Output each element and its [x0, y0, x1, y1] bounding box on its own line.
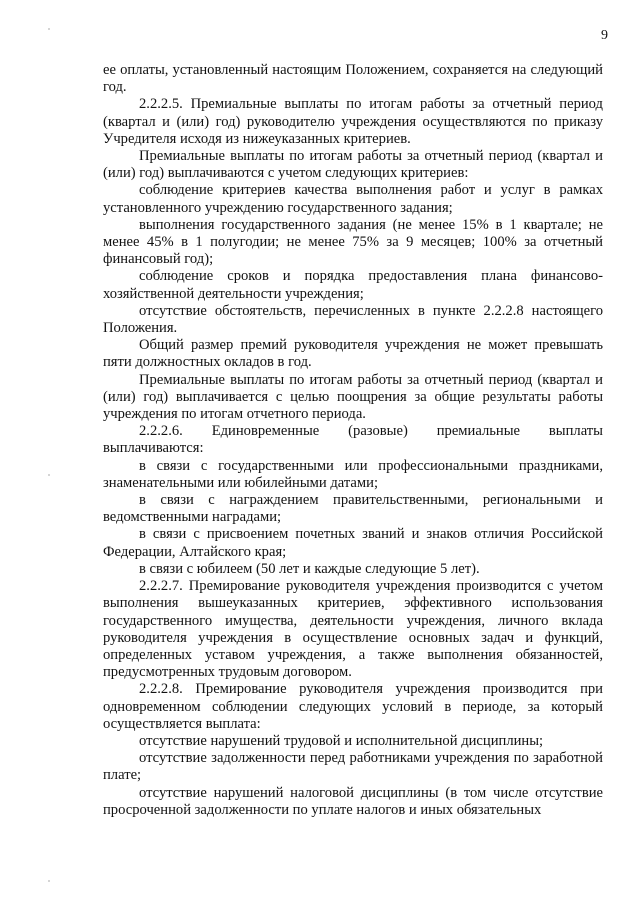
- paragraph: отсутствие нарушений налоговой дисциплины (в том числе отсутствие просроченной задолженности по уплате налогов и иных обязательных: [103, 784, 603, 818]
- paragraph: выполнения государственного задания (не менее 15% в 1 квартале; не менее 45% в 1 полугодии; не менее 75% за 9 месяцев; 100% за отчетный финансовый год);: [103, 216, 603, 268]
- paragraph: соблюдение критериев качества выполнения работ и услуг в рамках установленного учреждению государственного задания;: [103, 182, 603, 216]
- paragraph: 2.2.2.7. Премирование руководителя учреждения производится с учетом выполнения вышеуказанных критериев, эффективного использования государственного имущества, деятельности учреждения, личного вклада руководителя учреждения в осуществление основных задач и функций, определенных уставом учреждения, а также выполнения обязанностей, предусмотренных трудовым договором.: [103, 578, 603, 681]
- paragraph: 2.2.2.8. Премирование руководителя учреждения производится при одновременном соблюдении следующих условий в периоде, за который осуществляется выплата:: [103, 681, 603, 732]
- paragraph: в связи с юбилеем (50 лет и каждые следующие 5 лет).: [139, 560, 480, 577]
- scan-dot: [48, 28, 50, 30]
- scan-dot: [48, 880, 50, 882]
- paragraph: соблюдение сроков и порядка предоставления плана финансово-хозяйственной деятельности учреждения;: [103, 268, 603, 302]
- paragraph: Премиальные выплаты по итогам работы за отчетный период (квартал и (или) год) выплачивается с целью поощрения за общие результаты работы учреждения по итогам отчетного периода.: [103, 371, 603, 423]
- paragraph: в связи с присвоением почетных званий и знаков отличия Российской Федерации, Алтайского края;: [103, 526, 603, 560]
- paragraph: отсутствие нарушений трудовой и исполнительной дисциплины;: [139, 732, 544, 749]
- paragraph: отсутствие обстоятельств, перечисленных в пункте 2.2.2.8 настоящего Положения.: [103, 302, 603, 337]
- paragraph: ее оплаты, установленный настоящим Положением, сохраняется на следующий год.: [103, 62, 603, 96]
- page-number: 9: [601, 28, 608, 43]
- paragraph: 2.2.2.5. Премиальные выплаты по итогам работы за отчетный период (квартал и (или) год) руководителю учреждения осуществляются по приказу Учредителя исходя из нижеуказанных критериев.: [103, 96, 603, 147]
- document-body: [103, 62, 603, 819]
- paragraph: в связи с награждением правительственными, региональными и ведомственными наградами;: [103, 492, 603, 526]
- paragraph: в связи с государственными или профессиональными праздниками, знаменательными или юбилейными датами;: [103, 457, 603, 491]
- paragraph: Премиальные выплаты по итогам работы за отчетный период (квартал и (или) год) выплачиваются с учетом следующих критериев:: [103, 148, 603, 182]
- paragraph: отсутствие задолженности перед работниками учреждения по заработной плате;: [103, 750, 603, 784]
- paragraph: Общий размер премий руководителя учреждения не может превышать пяти должностных окладов в год.: [103, 337, 603, 371]
- paragraph: 2.2.2.6. Единовременные (разовые) премиальные выплаты выплачиваются:: [103, 423, 603, 457]
- scan-dot: [48, 474, 50, 476]
